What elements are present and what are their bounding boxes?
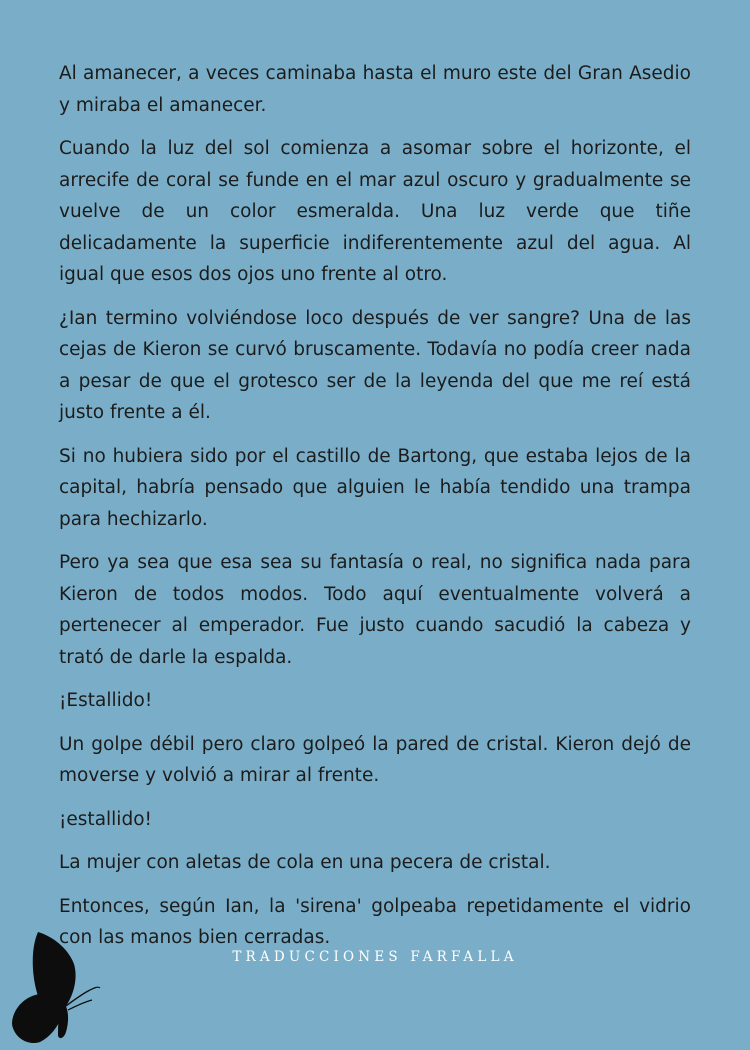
paragraph: ¡Estallido! xyxy=(59,690,153,711)
paragraph: Si no hubiera sido por el castillo de Bartong, que estaba lejos de la capital, habría pensado que alguien le había tendido una trampa para hechizarlo. xyxy=(59,445,691,530)
paragraph: Entonces, según Ian, la 'sirena' golpeaba repetidamente el vidrio con las manos bien cerradas. xyxy=(59,895,691,948)
paragraph: ¿Ian termino volviéndose loco después de ver sangre? Una de las cejas de Kieron se curvó bruscamente. Todavía no podía creer nada a pesar de que el grotesco ser de la leyenda del que me reí está justo frente a él. xyxy=(59,307,691,423)
paragraph: Al amanecer, a veces caminaba hasta el muro este del Gran Asedio y miraba el amanecer. xyxy=(59,63,691,116)
paragraph: Un golpe débil pero claro golpeó la pared de cristal. Kieron dejó de moverse y volvió a mirar al frente. xyxy=(59,733,691,786)
butterfly-icon xyxy=(8,930,104,1046)
paragraph: La mujer con aletas de cola en una pecera de cristal. xyxy=(59,852,551,873)
paragraph: ¡estallido! xyxy=(59,808,152,830)
paragraph: Cuando la luz del sol comienza a asomar sobre el horizonte, el arrecife de coral se funde en el mar azul oscuro y gradualmente se vuelve de un color esmeralda. Una luz verde que tiñe delicadamente la superficie indiferentemente azul del agua. Al igual que esos dos ojos uno frente al otro. xyxy=(59,138,691,285)
paragraph: Pero ya sea que esa sea su fantasía o real, no significa nada para Kieron de todos modos. Todo aquí eventualmente volverá a pertenecer al emperador. Fue justo cuando sacudió la cabeza y trató de darle la espalda. xyxy=(59,552,691,668)
body-text xyxy=(59,58,691,966)
footer-label: TRADUCCIONES FARFALLA xyxy=(232,949,518,965)
